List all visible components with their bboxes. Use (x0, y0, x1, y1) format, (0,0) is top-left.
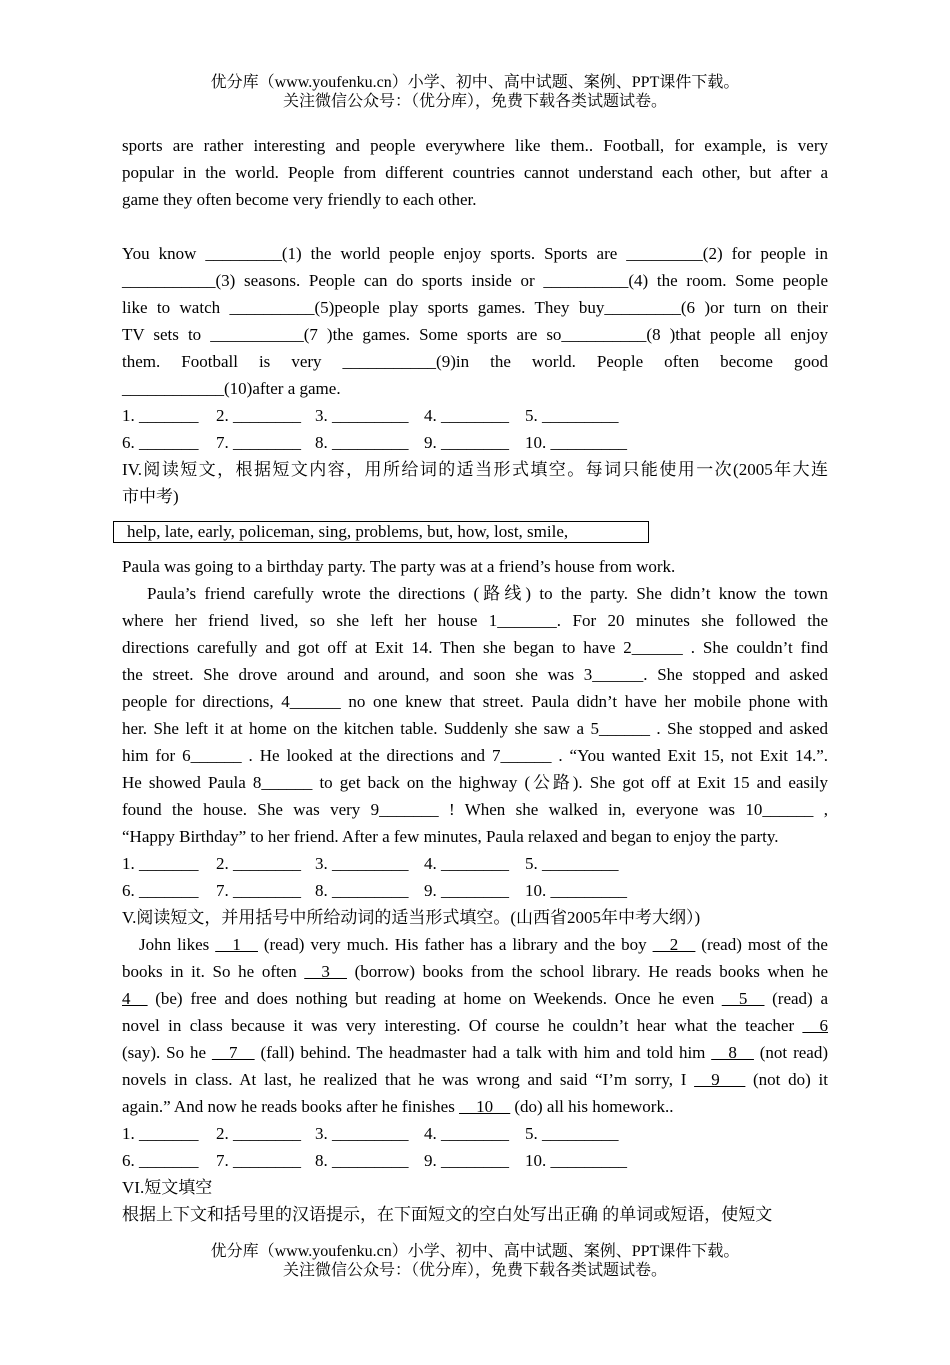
answer-blank[interactable]: 7. ________ (216, 1151, 301, 1170)
answer-blank[interactable]: 1. _______ (122, 854, 199, 873)
passage-line: TV sets to ___________(7 )the games. Some sports are so__________(8 )that people all enjoy (122, 325, 828, 344)
footer-line-2: 关注微信公众号：（优分库），免费下载各类试题试卷。 (282, 1262, 667, 1279)
answer-blank[interactable]: 1. _______ (122, 406, 199, 425)
answer-blank[interactable]: 3. _________ (315, 1124, 409, 1143)
answer-blank[interactable]: 8. _________ (315, 881, 409, 900)
numbered-blank[interactable]: __6 (802, 1016, 828, 1035)
answer-row (122, 1120, 828, 1147)
numbered-blank[interactable]: __2__ (652, 935, 696, 954)
answer-blank[interactable]: 6. _______ (122, 433, 199, 452)
answer-blank[interactable]: 8. _________ (315, 433, 409, 452)
section-3-cloze (122, 240, 828, 456)
answer-blank[interactable]: 3. _________ (315, 854, 409, 873)
answer-blank[interactable]: 8. _________ (315, 1151, 409, 1170)
section-title: V.阅读短文，并用括号中所给动词的适当形式填空。(山西省2005年中考大纲）) (122, 908, 701, 927)
passage-line: He showed Paula 8______ to get back on the highway (公路). She got off at Exit 15 and easily (122, 773, 828, 792)
passage-line: her. She left it at home on the kitchen table. Suddenly she saw a 5______ . She stopped and asked (122, 719, 828, 738)
numbered-blank[interactable]: __10__ (459, 1097, 511, 1116)
numbered-blank[interactable]: __9___ (694, 1070, 746, 1089)
header-line-2: 关注微信公众号：（优分库），免费下载各类试题试卷。 (282, 93, 667, 110)
numbered-blank[interactable]: __8__ (711, 1043, 754, 1062)
header-line-1: 优分库（www.youfenku.cn）小学、初中、高中试题、案例、PPT课件下载。 (210, 74, 740, 91)
answer-blank[interactable]: 4. ________ (424, 1124, 509, 1143)
answer-blank[interactable]: 2. ________ (216, 1124, 301, 1143)
answer-blank[interactable]: 6. _______ (122, 1151, 199, 1170)
passage-line: the street. She drove around and around, and soon she was 3______. She stopped and asked (122, 665, 828, 684)
passage-line: novels in class. At last, he realized that he was wrong and said “I’m sorry, I __9___ (not do) it (122, 1070, 828, 1089)
page-header (0, 73, 950, 111)
section-5 (122, 904, 828, 1174)
passage-line: game they often become very friendly to each other. (122, 190, 477, 209)
answer-blank[interactable]: 9. ________ (424, 881, 509, 900)
section-6 (122, 1174, 828, 1228)
passage-line: You know _________(1) the world people enjoy sports. Sports are _________(2) for people in (122, 244, 828, 263)
numbered-blank[interactable]: 4__ (122, 989, 148, 1008)
passage-line: sports are rather interesting and people everywhere like them.. Football, for example, is very (122, 136, 828, 155)
answer-row (122, 402, 828, 429)
passage-line: people for directions, 4______ no one knew that street. Paula didn’t have her mobile phone with (122, 692, 828, 711)
section-instruction: 根据上下文和括号里的汉语提示，在下面短文的空白处写出正确 的单词或短语，使短文 (122, 1205, 773, 1224)
answer-row (122, 850, 828, 877)
passage-line: ____________(10)after a game. (122, 379, 341, 398)
passage-line: Paula’s friend carefully wrote the directions (路线) to the party. She didn’t know the town (147, 584, 828, 603)
answer-blank[interactable]: 2. ________ (216, 406, 301, 425)
numbered-blank[interactable]: __1__ (215, 935, 258, 954)
footer-line-1: 优分库（www.youfenku.cn）小学、初中、高中试题、案例、PPT课件下载。 (210, 1243, 740, 1260)
answer-blank[interactable]: 2. ________ (216, 854, 301, 873)
answer-row (122, 1147, 828, 1174)
passage-line: books in it. So he often __3__ (borrow) books from the school library. He reads books when he (122, 962, 828, 981)
answer-blank[interactable]: 10. _________ (525, 433, 627, 452)
answer-blank[interactable]: 1. _______ (122, 1124, 199, 1143)
numbered-blank[interactable]: __3__ (304, 962, 347, 981)
numbered-blank[interactable]: __5__ (721, 989, 765, 1008)
passage-line: him for 6______ . He looked at the directions and 7______ . “You wanted Exit 15, not Exit 14.”. (122, 746, 828, 765)
section-title: IV.阅读短文，根据短文内容，用所给词的适当形式填空。每词只能使用一次(2005年大连 (122, 460, 828, 479)
answer-row (122, 877, 828, 904)
passage-line: Paula was going to a birthday party. The party was at a friend’s house from work. (122, 557, 676, 576)
answer-blank[interactable]: 5. _________ (525, 1124, 619, 1143)
passage-line: John likes __1__ (read) very much. His father has a library and the boy __2__ (read) most of the (139, 935, 828, 954)
answer-blank[interactable]: 5. _________ (525, 406, 619, 425)
passage-line: (say). So he __7__ (fall) behind. The headmaster had a talk with him and told him __8__ (not read) (122, 1043, 828, 1062)
answer-blank[interactable]: 4. ________ (424, 854, 509, 873)
passage-line: them. Football is very ___________(9)in the world. People often become good (122, 352, 828, 371)
passage-line: where her friend lived, so she left her house 1_______. For 20 minutes she followed the (122, 611, 828, 630)
word-bank-box: help, late, early, policeman, sing, problems, but, how, lost, smile, (113, 521, 649, 543)
answer-blank[interactable]: 7. ________ (216, 433, 301, 452)
passage-line: like to watch __________(5)people play sports games. They buy_________(6 )or turn on their (122, 298, 828, 317)
answer-blank[interactable]: 5. _________ (525, 854, 619, 873)
passage-line: 4__ (be) free and does nothing but reading at home on Weekends. Once he even __5__ (read) a (122, 989, 828, 1008)
answer-blank[interactable]: 4. ________ (424, 406, 509, 425)
passage-line: again.” And now he reads books after he finishes __10__ (do) all his homework.. (122, 1097, 674, 1116)
answer-blank[interactable]: 10. _________ (525, 881, 627, 900)
section-4 (122, 456, 828, 904)
answer-blank[interactable]: 3. _________ (315, 406, 409, 425)
passage-line: novel in class because it was very interesting. Of course he couldn’t hear what the teacher __6 (122, 1016, 828, 1035)
page-footer (0, 1242, 950, 1280)
answer-blank[interactable]: 9. ________ (424, 1151, 509, 1170)
passage-line: found the house. She was very 9_______ ! When she walked in, everyone was 10______ , (122, 800, 828, 819)
numbered-blank[interactable]: __7__ (212, 1043, 255, 1062)
intro-passage (122, 132, 828, 213)
answer-blank[interactable]: 6. _______ (122, 881, 199, 900)
document-body (122, 132, 828, 1228)
passage-line: “Happy Birthday” to her friend. After a few minutes, Paula relaxed and began to enjoy the party. (122, 827, 779, 846)
passage-line: popular in the world. People from different countries cannot understand each other, but after a (122, 163, 828, 182)
answer-row (122, 429, 828, 456)
passage-line: directions carefully and got off at Exit 14. Then she began to have 2______ . She couldn’t find (122, 638, 828, 657)
answer-blank[interactable]: 9. ________ (424, 433, 509, 452)
answer-blank[interactable]: 10. _________ (525, 1151, 627, 1170)
answer-blank[interactable]: 7. ________ (216, 881, 301, 900)
section-title: 市中考) (122, 487, 179, 506)
section-title: VI.短文填空 (122, 1178, 213, 1197)
passage-line: ___________(3) seasons. People can do sports inside or __________(4) the room. Some people (122, 271, 828, 290)
